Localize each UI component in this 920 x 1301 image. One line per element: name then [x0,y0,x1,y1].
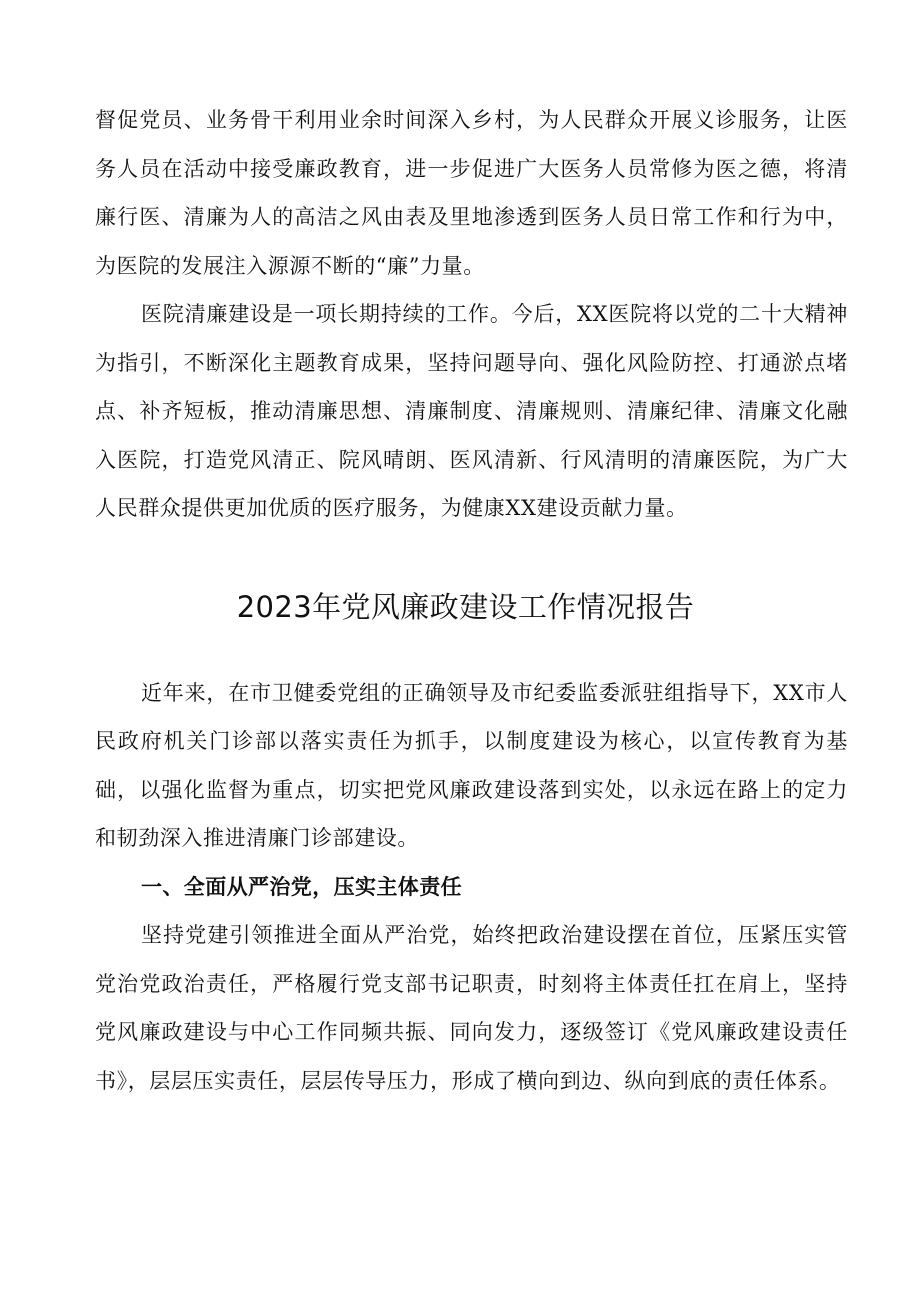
intro-paragraph-1: 督促党员、业务骨干利用业余时间深入乡村，为人民群众开展义诊服务，让医务人员在活动中接受廉政教育，进一步促进广大医务人员常修为医之德，将清廉行医、清廉为人的高洁之风由表及里地渗透到医务人员日常工作和行为中，为医院的发展注入源源不断的“廉”力量。 [95,108,848,278]
section-heading-1: 一、全面从严治党，压实主体责任 [141,874,462,899]
intro-paragraph-2: 医院清廉建设是一项长期持续的工作。今后，XX医院将以党的二十大精神为指引，不断深化主题教育成果，坚持问题导向、强化风险防控、打通淤点堵点、补齐短板，推动清廉思想、清廉制度、清廉规则、清廉纪律、清廉文化融入医院，打造党风清正、院风晴朗、医风清新、行风清明的清廉医院，为广大人民群众提供更加优质的医疗服务，为健康XX建设贡献力量。 [95,302,848,520]
report-title: 2023年党风廉政建设工作情况报告 [236,589,695,624]
section-1-paragraph: 坚持党建引领推进全面从严治党，始终把政治建设摆在首位，压紧压实管党治党政治责任，严格履行党支部书记职责，时刻将主体责任扛在肩上，坚持党风廉政建设与中心工作同频共振、同向发力，逐级签订《党风廉政建设责任书》，层层压实责任，层层传导压力，形成了横向到边、纵向到底的责任体系。 [95,923,848,1093]
report-intro-paragraph: 近年来，在市卫健委党组的正确领导及市纪委监委派驻组指导下，XX市人民政府机关门诊部以落实责任为抓手，以制度建设为核心，以宣传教育为基础，以强化监督为重点，切实把党风廉政建设落到实处，以永远在路上的定力和韧劲深入推进清廉门诊部建设。 [95,680,848,850]
